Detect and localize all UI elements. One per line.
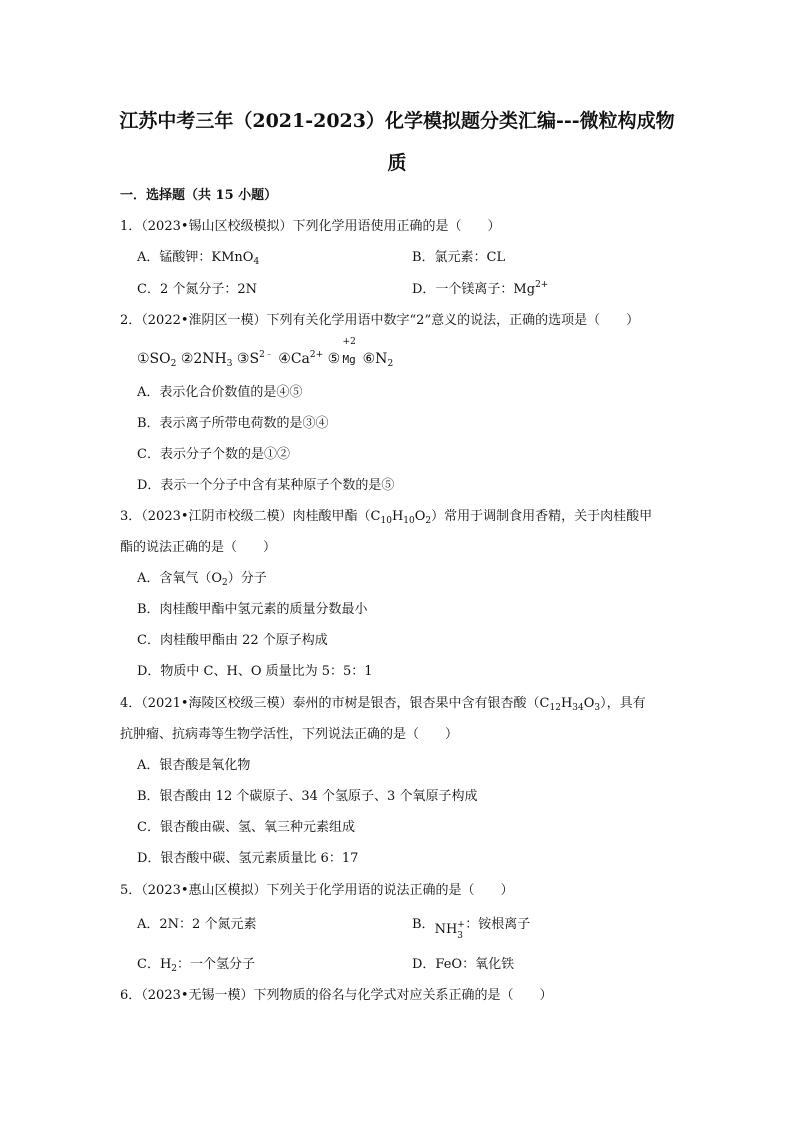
- symbol-3: $③S^{2﹣}$: [236, 350, 274, 367]
- ammonium-formula: NH + 3: [434, 920, 465, 941]
- question-1-option-d: D．一个镁离子：$Mg^{2+}$: [412, 280, 549, 297]
- question-2-symbols: [137, 337, 394, 369]
- question-1-stem: 1．（2023•锡山区校级模拟）下列化学用语使用正确的是（ ）: [120, 219, 501, 234]
- question-6-stem: 6．（2023•无锡一模）下列物质的俗名与化学式对应关系正确的是（ ）: [120, 988, 553, 1003]
- question-3-option-c: C．肉桂酸甲酯由 22 个原子构成: [137, 633, 328, 648]
- question-3-option-d: D．物质中 C、H、O 质量比为 5：5：1: [137, 664, 373, 679]
- symbol-6: $⑥N_2$: [362, 351, 394, 369]
- title-line-1: 江苏中考三年（2021-2023）化学模拟题分类汇编---微粒构成物: [119, 110, 675, 132]
- question-5-option-a: A．2N：2 个氮元素: [137, 917, 257, 932]
- question-4-option-b: B．银杏酸由 12 个碳原子、34 个氢原子、3 个氧原子构成: [137, 789, 478, 804]
- question-2-stem: 2．（2022•淮阴区一模）下列有关化学用语中数字“2”意义的说法，正确的选项是（ ）: [120, 313, 640, 328]
- title-line-2: 质: [387, 152, 407, 174]
- question-3-option-a: A．含氧气$(O_2)$分子: [137, 571, 267, 588]
- question-2-option-d: D．表示一个分子中含有某种原子个数的是⑤: [137, 478, 395, 493]
- symbol-2: $②2NH_3$: [180, 351, 233, 369]
- symbol-5: ⑤ +2 Mg: [327, 337, 356, 367]
- question-4-stem-line-2: 抗肿瘤、抗病毒等生物学活性，下列说法正确的是（ ）: [120, 727, 459, 742]
- question-1-option-a: A．锰酸钾：KMnO$_4$: [137, 250, 260, 267]
- question-2-option-a: A．表示化合价数值的是④⑤: [137, 385, 303, 400]
- question-5-option-b: B．NH + 3 ：铵根离子: [412, 917, 531, 941]
- document-title: [100, 100, 694, 184]
- question-5-stem: 5．（2023•惠山区模拟）下列关于化学用语的说法正确的是（ ）: [120, 883, 514, 898]
- symbol-1: $①SO_2$: [137, 351, 177, 369]
- question-4-option-d: D．银杏酸中碳、氢元素质量比 6：17: [137, 851, 359, 866]
- symbol-4: $④Ca^{2+}$: [278, 350, 324, 367]
- question-1-option-c: C．2 个氮分子：2N: [137, 282, 257, 297]
- question-4-option-a: A．银杏酸是氧化物: [137, 758, 251, 773]
- question-5-option-d: D．FeO：氧化铁: [412, 957, 515, 972]
- question-3-option-b: B．肉桂酸甲酯中氢元素的质量分数最小: [137, 602, 368, 617]
- section-heading: 一．选择题（共 15 小题）: [120, 188, 278, 203]
- question-5-option-c: C．$H_2$：一个氢分子: [137, 957, 256, 974]
- question-3-stem-line-2: 酯的说法正确的是（ ）: [120, 540, 277, 555]
- question-1-option-b: B．氯元素：CL: [412, 250, 506, 265]
- question-4-stem-line-1: 4．（2021•海陵区校级三模）泰州的市树是银杏，银杏果中含有银杏酸$(C_{12}H_{34}O_3)$，具有: [120, 696, 646, 713]
- question-3-stem-line-1: 3．（2023•江阴市校级二模）肉桂酸甲酯$(C_{10}H_{10}O_2)$常用于调制食用香精，关于肉桂酸甲: [120, 509, 653, 526]
- question-4-option-c: C．银杏酸由碳、氢、氧三种元素组成: [137, 820, 355, 835]
- question-2-option-b: B．表示离子所带电荷数的是③④: [137, 416, 329, 431]
- question-2-option-c: C．表示分子个数的是①②: [137, 447, 290, 462]
